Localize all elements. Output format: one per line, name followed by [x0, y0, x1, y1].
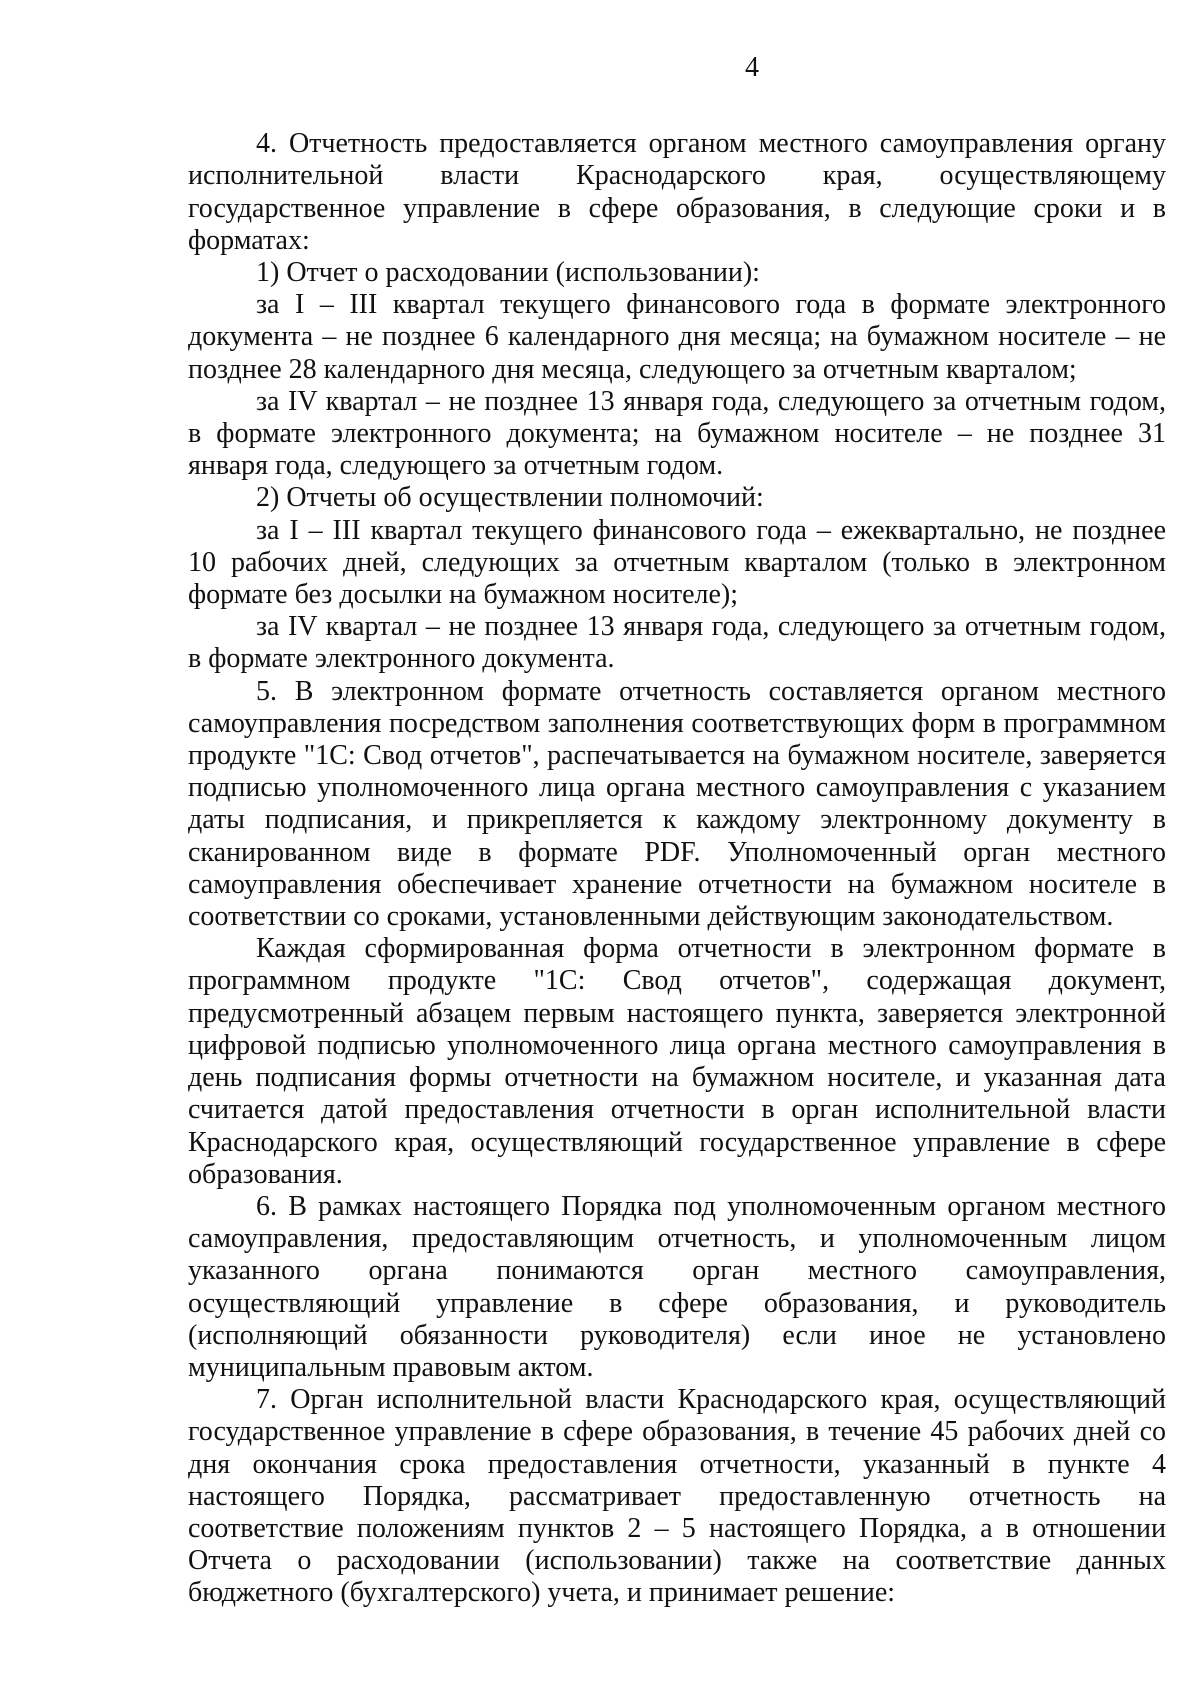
paragraph-item-5-digital-signature: Каждая сформированная форма отчетности в электронном формате в программном продукте "1С: Свод отчетов", содержащая документ, предусмотренный абзацем первым настоящего пункта, заверяется электронной цифровой подписью уполномоченного лица органа местного самоуправления в день подписания формы отчетности на бумажном носителе, и указанная дата считается датой предоставления отчетности в орган исполнительной власти Краснодарского края, осуществляющий государственное управление в сфере образования.	[188, 933, 1166, 1190]
paragraph-item-7: 7. Орган исполнительной власти Краснодарского края, осуществляющий государственное управление в сфере образования, в течение 45 рабочих дней со дня окончания срока предоставления отчетности, указанный в пункте 4 настоящего Порядка, рассматривает предоставленную отчетность на соответствие положениям пунктов 2 – 5 настоящего Порядка, а в отношении Отчета о расходовании (использовании) также на соответствие данных бюджетного (бухгалтерского) учета, и принимает решение:	[188, 1384, 1166, 1609]
paragraph-authority-reports-heading: 2) Отчеты об осуществлении полномочий:	[256, 482, 764, 514]
paragraph-spending-q1-q3: за I – III квартал текущего финансового года в формате электронного документа – не позднее 6 календарного дня месяца; на бумажном носителе – не позднее 28 календарного дня месяца, следующего за отчетным кварталом;	[188, 289, 1166, 385]
paragraph-spending-q4: за IV квартал – не позднее 13 января года, следующего за отчетным годом, в формате электронного документа; на бумажном носителе – не позднее 31 января года, следующего за отчетным годом.	[188, 385, 1166, 482]
paragraph-authority-q1-q3: за I – III квартал текущего финансового года – ежеквартально, не позднее 10 рабочих дней, следующих за отчетным кварталом (только в электронном формате без досылки на бумажном носителе);	[188, 514, 1166, 611]
paragraph-authority-q4: за IV квартал – не позднее 13 января года, следующего за отчетным годом, в формате электронного документа.	[188, 611, 1166, 675]
paragraph-report-spending-heading: 1) Отчет о расходовании (использовании):	[256, 257, 760, 289]
paragraph-item-4: 4. Отчетность предоставляется органом местного самоуправления органу исполнительной власти Краснодарского края, осуществляющему государственное управление в сфере образования, в следующие сроки и в форматах:	[188, 128, 1166, 256]
page-number: 4	[745, 52, 759, 83]
paragraph-item-5: 5. В электронном формате отчетность составляется органом местного самоуправления посредством заполнения соответствующих форм в программном продукте "1С: Свод отчетов", распечатывается на бумажном носителе, заверяется подписью уполномоченного лица органа местного самоуправления с указанием даты подписания, и прикрепляется к каждому электронному документу в сканированном виде в формате PDF. Уполномоченный орган местного самоуправления обеспечивает хранение отчетности на бумажном носителе в соответствии со сроками, установленными действующим законодательством.	[188, 675, 1166, 933]
paragraph-item-6: 6. В рамках настоящего Порядка под уполномоченным органом местного самоуправления, предоставляющим отчетность, и уполномоченным лицом указанного органа понимаются орган местного самоуправления, осуществляющий управление в сфере образования, и руководитель (исполняющий обязанности руководителя) если иное не установлено муниципальным правовым актом.	[188, 1190, 1166, 1383]
